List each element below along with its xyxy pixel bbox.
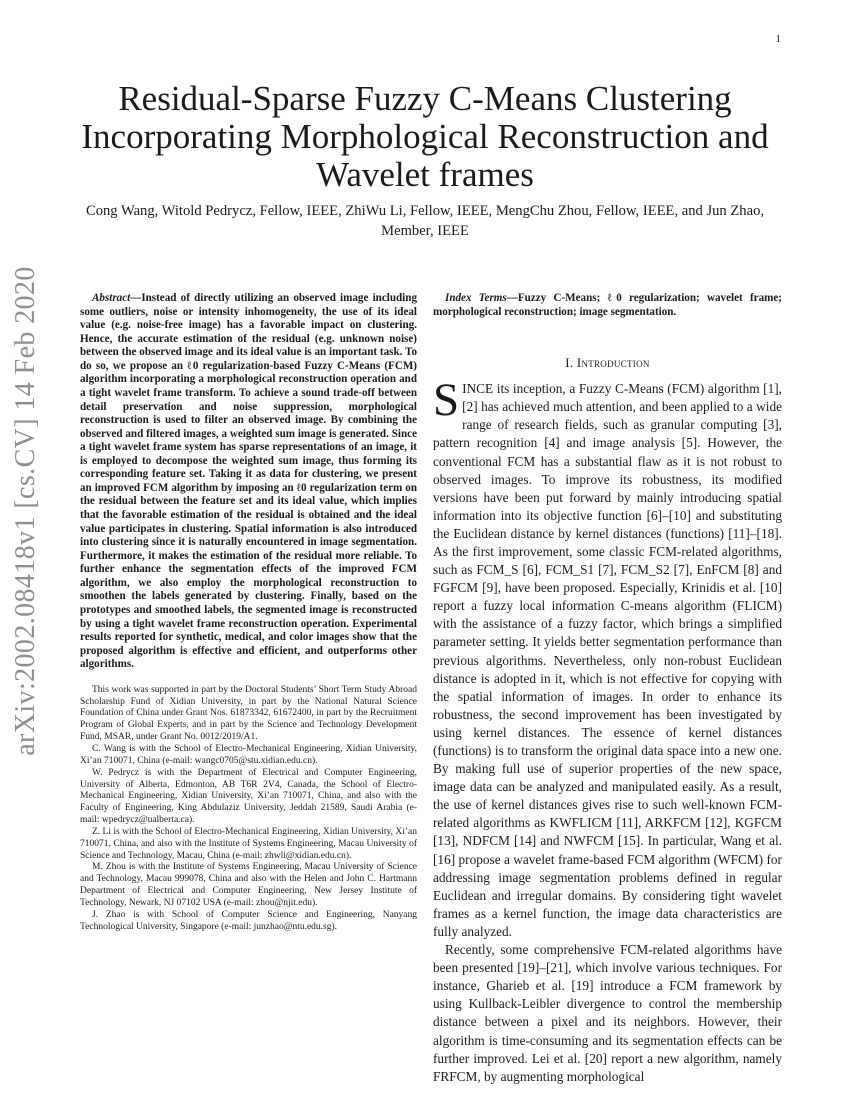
drop-cap: S [433,374,460,427]
page-number: 1 [775,33,781,45]
abstract [80,292,417,672]
footnote-funding: This work was supported in part by the Doctoral Students’ Short Term Study Abroad Scholarship Fund of Xidian University, in part by the National Natural Science Foundation of China under Grant Nos. 61873342, 61672400, in part by the Recruitment Program of Global Experts, and in part by the Science and Technology Development Fund, MSAR, under Grant No. 0012/2019/A1. [80,684,417,743]
body-paragraph [433,374,782,941]
footnotes [80,685,417,934]
author-list: Cong Wang, Witold Pedrycz, Fellow, IEEE, ZhiWu Li, Fellow, IEEE, MengChu Zhou, Fellow, IEEE, and Jun Zhao, Member, IEEE [85,203,765,239]
right-column [433,292,782,1086]
section-title: Introduction [576,356,650,371]
footnote-affiliation: C. Wang is with the School of Electro-Mechanical Engineering, Xidian University, Xi’an 710071, China (e-mail: wangc0705@stu.xidian.edu.cn). [80,743,417,766]
index-terms [433,292,782,319]
index-terms-text: —Fuzzy C-Means; ℓ0 regularization; wavelet frame; morphological reconstruction; image segmentation. [433,292,782,318]
arxiv-stamp [0,266,52,756]
left-column [80,292,417,933]
paper-title: Residual-Sparse Fuzzy C-Means Clustering Incorporating Morphological Reconstruction and Wavelet frames [81,79,769,194]
footnote-affiliation: J. Zhao is with School of Computer Science and Engineering, Nanyang Technological University, Singapore (e-mail: junzhao@ntu.edu.sg). [80,909,417,932]
section-number: I. [565,356,574,371]
section-heading [433,356,782,371]
body-paragraph: Recently, some comprehensive FCM-related algorithms have been presented [19]–[21], which involve various techniques. For instance, Gharieb et al. [19] introduce a FCM framework by using Kullback-Leibler divergence to control the membership distance between a pixel and its neighbors. However, their algorithm is time-consuming and its segmentation effects can be further improved. Lei et al. [20] report a new algorithm, namely FRFCM, by augmenting morphological [433,942,782,1084]
body-paragraph-text: INCE its inception, a Fuzzy C-Means (FCM) algorithm [1], [2] has achieved much attention, and been applied to a wide range of research fields, such as granular computing [3], pattern recognition [4] and image analysis [5]. However, the conventional FCM has a substantial flaw as it is not robust to observed images. To improve its robustness, its modified versions have been put forward by mainly introducing spatial information into its objective function [6]–[10] and substituting the Euclidean distance by kernel distances (functions) [11]–[18]. As the first improvement, some classic FCM-related algorithms, such as FCM_S [6], FCM_S1 [7], FCM_S2 [7], EnFCM [8] and FGFCM [9], have been proposed. Especially, Krinidis et al. [10] report a fuzzy local information C-means algorithm (FLICM) with the assistance of a fuzzy factor, which brings a simplified parameter setting. It yields better segmentation performance than previous algorithms. Nevertheless, only non-robust Euclidean distance is adopted in it, which is not effective for copying with the spatial information of images. In order to enhance its robustness, the second improvement has been investigated by using kernel distances. The essence of kernel distances (functions) is to transform the original data space into a new one. By making full use of superior properties of the new space, image data can be analyzed and manipulated easily. As a result, the use of kernel distances gives rise to such well-known FCM-related algorithms as KWFLICM [11], ARKFCM [12], KGFCM [13], NDFCM [14] and NWFCM [15]. In particular, Wang et al. [16] propose a wavelet frame-based FCM algorithm (WFCM) for addressing image segmentation problems defined in regular Euclidean and irregular domains. By considering tight wavelet frames as a kernel function, the image data characteristics are fully analyzed. [433,381,782,939]
abstract-label: Abstract [92,292,131,304]
footnote-affiliation: W. Pedrycz is with the Department of Electrical and Computer Engineering, University of Alberta, Edmonton, AB T6R 2V4, Canada, the School of Electro-Mechanical Engineering, Xidian University, Xi’an 710071, China, and also with the Faculty of Engineering, King Abdulaziz University, Jeddah 21589, Saudi Arabia (e-mail: wpedrycz@ualberta.ca). [80,767,417,826]
index-terms-label: Index Terms [445,292,507,304]
section-body [433,374,782,1086]
abstract-text: —Instead of directly utilizing an observed image including some outliers, noise or intensity inhomogeneity, the use of its ideal value (e.g. noise-free image) has a favorable impact on clustering. Hence, the accurate estimation of the residual (e.g. unknown noise) between the observed image and its ideal value is an important task. To do so, we propose an ℓ0 regularization-based Fuzzy C-Means (FCM) algorithm incorporating a morphological reconstruction operation and a tight wavelet frame transform. To achieve a sound trade-off between detail preservation and noise suppression, morphological reconstruction is used to filter an observed image. By combining the observed and filtered images, a weighted sum image is generated. Since a tight wavelet frame system has sparse representations of an image, it is employed to decompose the weighted sum image, thus forming its corresponding feature set. Taking it as data for clustering, we present an improved FCM algorithm by imposing an ℓ0 regularization term on the residual between the feature set and its ideal value, which implies that the favorable estimation of the residual is obtained and the ideal value participates in clustering. Spatial information is also introduced into clustering since it is naturally encountered in image segmentation. Furthermore, it makes the estimation of the residual more reliable. To further enhance the segmentation effects of the improved FCM algorithm, we also employ the morphological reconstruction to smoothen the labels generated by clustering. Finally, based on the prototypes and smoothed labels, the segmented image is reconstructed by using a tight wavelet frame reconstruction operation. Experimental results reported for synthetic, medical, and color images show that the proposed algorithm is effective and efficient, and outperforms other algorithms. [80,292,417,671]
footnote-affiliation: M. Zhou is with the Institute of Systems Engineering, Macau University of Science and Technology, Macau 999078, China and also with the Helen and John C. Hartmann Department of Electrical and Computer Engineering, New Jersey Institute of Technology, Newark, NJ 07102 USA (e-mail: zhou@njit.edu). [80,862,417,908]
arxiv-stamp-text: arXiv:2002.08418v1 [cs.CV] 14 Feb 2020 [10,266,41,756]
footnote-affiliation: Z. Li is with the School of Electro-Mechanical Engineering, Xidian University, Xi’an 710071, China, and also with the Institute of Systems Engineering, Macau University of Science and Technology, Macau, China (e-mail: zhwli@xidian.edu.cn). [80,826,417,861]
